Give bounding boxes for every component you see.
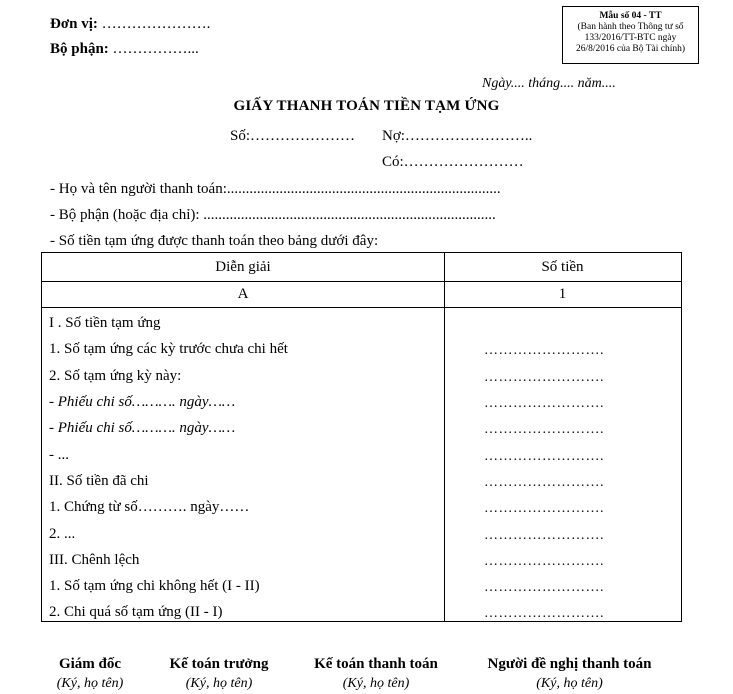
row-payment-voucher: - Phiếu chi số………. ngày…… — [49, 394, 236, 410]
form-code-box — [562, 6, 699, 64]
signature-title: Người đề nghị thanh toán — [487, 656, 652, 672]
signature-director — [40, 656, 140, 692]
amount-dots: ……………………. — [484, 554, 604, 569]
amount-dots: ……………………. — [484, 370, 604, 385]
row-ellipsis: 2. ... — [49, 526, 76, 542]
row-prior-advance: 1. Số tạm ứng các kỳ trước chưa chi hết — [49, 341, 288, 357]
amount-dots: ……………………. — [484, 449, 604, 464]
signature-note: (Ký, họ tên) — [56, 676, 124, 691]
unit-line — [50, 16, 210, 33]
row-divider — [42, 307, 681, 308]
amount-dots: ……………………. — [484, 501, 604, 516]
amount-dots: ……………………. — [484, 475, 604, 490]
signature-payment-accountant — [296, 656, 456, 692]
row-ellipsis: - ... — [49, 447, 69, 463]
form-code-line: (Ban hành theo Thông tư số — [577, 22, 684, 32]
row-divider — [42, 281, 681, 282]
payment-table — [41, 252, 682, 622]
signature-title: Kế toán trưởng — [169, 656, 269, 672]
form-code-line: 133/2016/TT-BTC ngày — [584, 33, 677, 43]
signature-chief-accountant — [154, 656, 284, 692]
document-title: GIẤY THANH TOÁN TIỀN TẠM ỨNG — [233, 98, 500, 114]
amount-dots: ……………………. — [484, 422, 604, 437]
signature-note: (Ký, họ tên) — [342, 676, 410, 691]
row-difference: III. Chênh lệch — [49, 552, 140, 568]
signature-note: (Ký, họ tên) — [185, 676, 253, 691]
row-unspent: 1. Số tạm ứng chi không hết (I - II) — [49, 578, 260, 594]
amount-dots: ……………………. — [484, 396, 604, 411]
unit-label: Đơn vị: — [50, 16, 98, 32]
field-intro: - Số tiền tạm ứng được thanh toán theo bảng dưới đây: — [50, 233, 379, 249]
row-overspent: 2. Chi quá số tạm ứng (II - I) — [49, 604, 223, 620]
unit-dots: …………………. — [101, 16, 211, 32]
amount-dots: ……………………. — [484, 580, 604, 595]
row-spent-total: II. Số tiền đã chi — [49, 473, 149, 489]
field-payer: - Họ và tên người thanh toán:......................................................................... — [50, 181, 501, 197]
date-line: Ngày.... tháng.... năm.... — [482, 76, 616, 91]
row-current-advance: 2. Số tạm ứng kỳ này: — [49, 368, 182, 384]
amount-dots: ……………………. — [484, 343, 604, 358]
form-code-number: Mẫu số 04 - TT — [599, 11, 662, 21]
amount-dots: ……………………. — [484, 606, 604, 621]
col-header-description: Diễn giải — [215, 259, 271, 275]
signature-note: (Ký, họ tên) — [536, 676, 603, 691]
signature-title: Kế toán thanh toán — [314, 656, 438, 672]
ref-so: Số:………………… — [230, 128, 356, 144]
col-code-a: A — [237, 286, 249, 302]
dept-label: Bộ phận: — [50, 41, 109, 57]
amount-dots: ……………………. — [484, 528, 604, 543]
dept-line — [50, 41, 199, 58]
dept-dots: ……………... — [112, 41, 199, 57]
col-code-1: 1 — [558, 286, 567, 302]
ref-co: Có:…………………… — [382, 154, 524, 170]
form-code-line: 26/8/2016 của Bộ Tài chính) — [575, 44, 686, 54]
signature-title: Giám đốc — [58, 656, 122, 672]
col-header-amount: Số tiền — [541, 259, 584, 275]
row-document: 1. Chứng từ số………. ngày…… — [49, 499, 250, 515]
row-payment-voucher: - Phiếu chi số………. ngày…… — [49, 420, 236, 436]
field-dept: - Bộ phận (hoặc địa chỉ): .............................................................................. — [50, 207, 496, 223]
row-advance-total: I . Số tiền tạm ứng — [49, 315, 161, 331]
column-divider — [444, 253, 445, 621]
signature-requester — [472, 656, 667, 692]
ref-no: Nợ:…………………….. — [382, 128, 533, 144]
